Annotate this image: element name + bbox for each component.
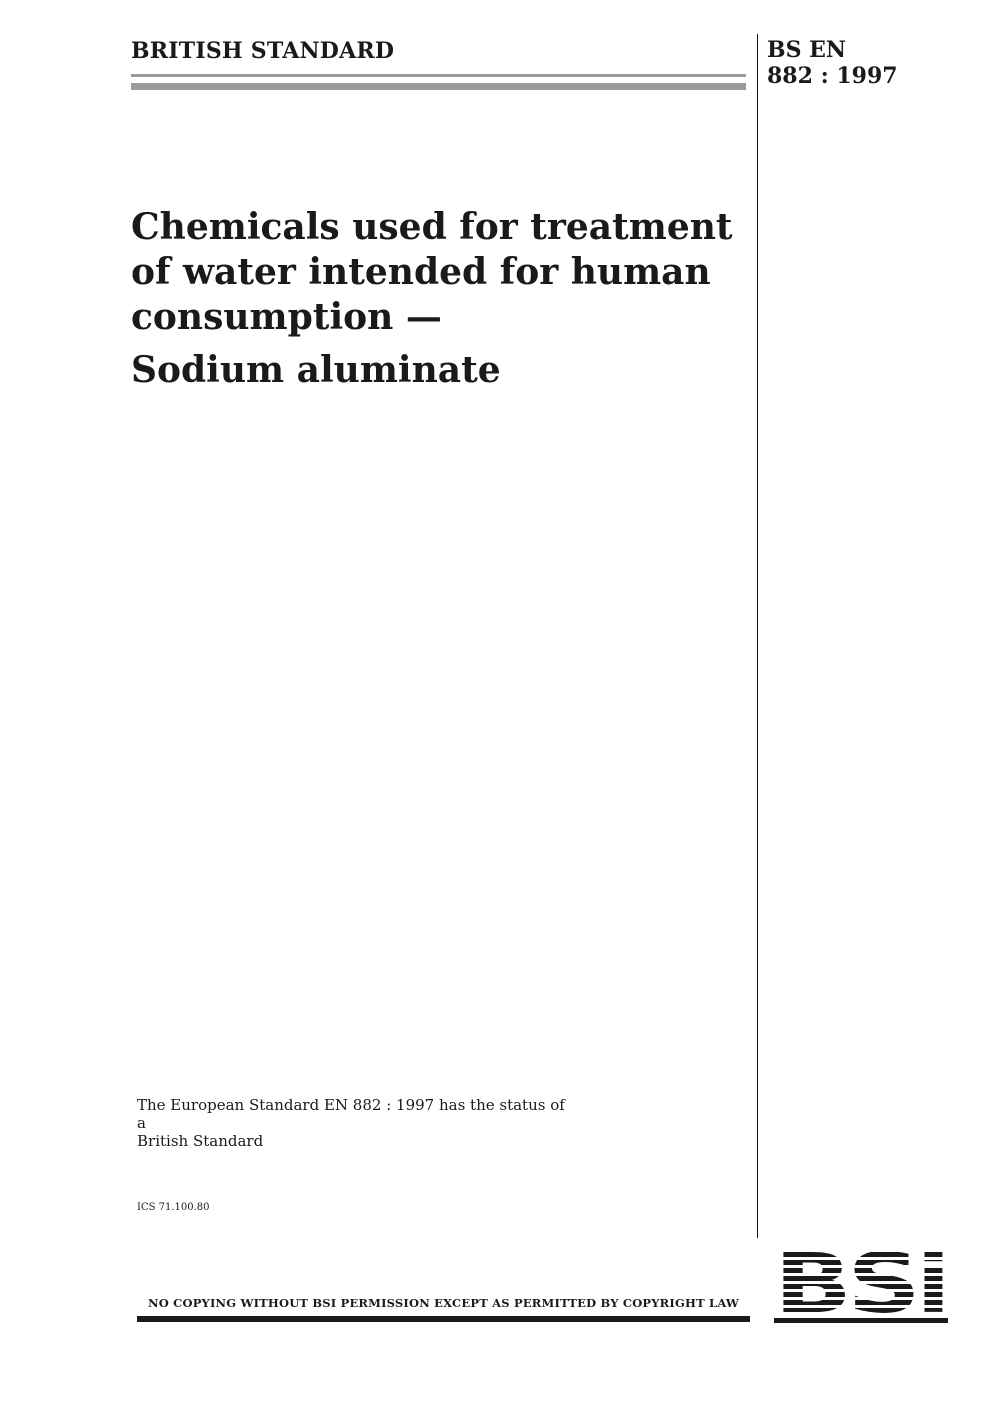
header-rule-thick (131, 83, 746, 90)
title-line-2: of water intended for human (131, 251, 711, 293)
document-subtitle: Sodium aluminate (131, 349, 501, 391)
standard-number-line1: BS EN (767, 37, 847, 63)
standard-number (767, 37, 898, 89)
title-line-3: consumption — (131, 296, 442, 338)
status-statement (137, 1096, 577, 1150)
footer-rule (137, 1316, 750, 1322)
header-rule (131, 74, 746, 90)
status-line-2: British Standard (137, 1132, 264, 1150)
vertical-divider (757, 34, 758, 1238)
status-line-1: The European Standard EN 882 : 1997 has the status of a (137, 1096, 565, 1132)
bsi-logo-icon (774, 1244, 948, 1324)
document-type-label: BRITISH STANDARD (131, 38, 395, 64)
standard-number-line2: 882 : 1997 (767, 63, 898, 89)
copyright-notice: NO COPYING WITHOUT BSI PERMISSION EXCEPT AS PERMITTED BY COPYRIGHT LAW (147, 1296, 740, 1310)
document-title (131, 205, 751, 393)
header-rule-thin (131, 74, 746, 77)
title-line-1: Chemicals used for treatment (131, 206, 733, 248)
ics-code: ICS 71.100.80 (137, 1202, 210, 1213)
